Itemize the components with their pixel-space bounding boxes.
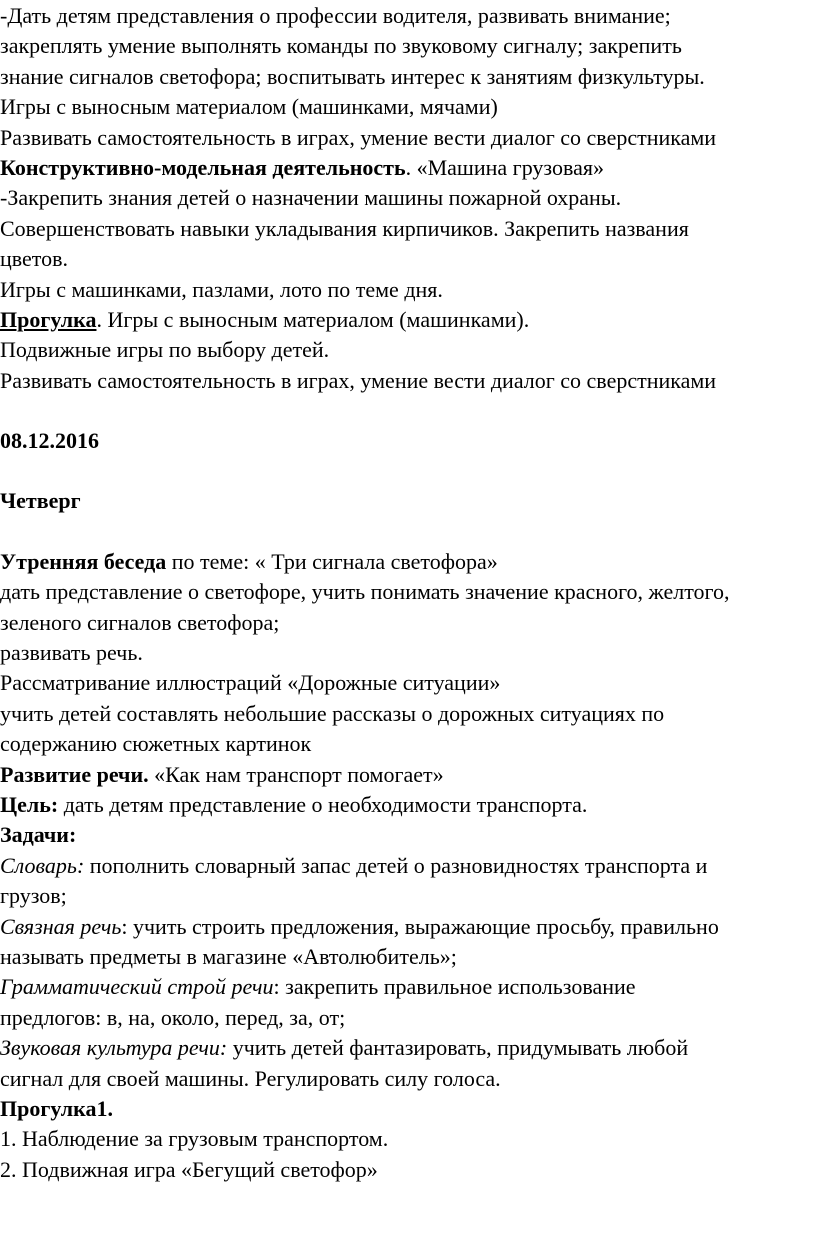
text-line: содержанию сюжетных картинок xyxy=(0,731,312,757)
text-line: Развивать самостоятельность в играх, умение вести диалог со сверстниками xyxy=(0,124,717,150)
text-line: -Закрепить знания детей о назначении машины пожарной охраны. xyxy=(0,185,622,211)
list-item: 1. Наблюдение за грузовым транспортом. xyxy=(0,1126,389,1152)
text-line: Игры с машинками, пазлами, лото по теме дня. xyxy=(0,276,443,302)
text-fragment: учить детей фантазировать, придумывать любой xyxy=(227,1035,689,1061)
section-heading: Утренняя беседа xyxy=(0,548,167,574)
text-fragment: «Как нам транспорт помогает» xyxy=(148,761,444,787)
text-fragment: : учить строить предложения, выражающие просьбу, правильно xyxy=(121,913,719,939)
text-line: предлогов: в, на, около, перед, за, от; xyxy=(0,1004,346,1030)
text-line: развивать речь. xyxy=(0,640,143,666)
text-line: сигнал для своей машины. Регулировать силу голоса. xyxy=(0,1065,501,1091)
morning-heading-line xyxy=(0,547,816,577)
speech-heading-line xyxy=(0,760,816,790)
text-fragment: по теме: « Три сигнала светофора» xyxy=(166,548,498,574)
text-fragment: пополнить словарный запас детей о разновидностях транспорта и xyxy=(84,852,708,878)
text-line: учить детей составлять небольшие рассказы о дорожных ситуациях по xyxy=(0,700,665,726)
text-line: Игры с выносным материалом (машинками, мячами) xyxy=(0,94,498,120)
text-fragment: . «Машина грузовая» xyxy=(405,154,604,180)
section-heading: Конструктивно-модельная деятельность xyxy=(0,154,406,180)
tasks-label: Задачи: xyxy=(0,822,77,848)
spacer xyxy=(0,456,816,486)
spacer xyxy=(0,517,816,547)
text-line: Подвижные игры по выбору детей. xyxy=(0,337,330,363)
spacer xyxy=(0,396,816,426)
text-line: Развивать самостоятельность в играх, умение вести диалог со сверстниками xyxy=(0,367,717,393)
text-line: Совершенствовать навыки укладывания кирпичиков. Закрепить названия xyxy=(0,215,689,241)
text-line: закреплять умение выполнять команды по звуковому сигналу; закрепить xyxy=(0,33,682,59)
text-line: грузов; xyxy=(0,883,67,909)
text-line: Рассматривание иллюстраций «Дорожные ситуации» xyxy=(0,670,501,696)
text-line: называть предметы в магазине «Автолюбитель»; xyxy=(0,943,457,969)
text-line: дать представление о светофоре, учить понимать значение красного, желтого, xyxy=(0,579,730,605)
construct-heading-line xyxy=(0,153,816,183)
weekday-heading: Четверг xyxy=(0,488,81,514)
text-fragment: . Игры с выносным материалом (машинками). xyxy=(96,306,530,332)
goal-line xyxy=(0,790,816,820)
task-line xyxy=(0,851,816,881)
text-line: -Дать детям представления о профессии водителя, развивать внимание; xyxy=(0,3,671,28)
task-label: Звуковая культура речи: xyxy=(0,1035,228,1061)
task-label: Грамматический строй речи xyxy=(0,974,274,1000)
text-line: зеленого сигналов светофора; xyxy=(0,609,280,635)
list-item: 2. Подвижная игра «Бегущий светофор» xyxy=(0,1156,378,1182)
text-fragment: дать детям представление о необходимости транспорта. xyxy=(58,791,588,817)
goal-label: Цель: xyxy=(0,791,59,817)
task-label: Связная речь xyxy=(0,913,122,939)
date-heading: 08.12.2016 xyxy=(0,428,99,454)
section-heading: Прогулка xyxy=(0,306,97,332)
task-line xyxy=(0,912,816,942)
text-fragment: : закрепить правильное использование xyxy=(273,974,636,1000)
text-line: цветов. xyxy=(0,246,69,272)
task-line xyxy=(0,972,816,1002)
task-line xyxy=(0,1033,816,1063)
text-line: знание сигналов светофора; воспитывать интерес к занятиям физкультуры. xyxy=(0,63,705,89)
walk2-heading: Прогулка1. xyxy=(0,1095,113,1121)
section-heading: Развитие речи. xyxy=(0,761,149,787)
walk-heading-line xyxy=(0,305,816,335)
task-label: Словарь: xyxy=(0,852,85,878)
